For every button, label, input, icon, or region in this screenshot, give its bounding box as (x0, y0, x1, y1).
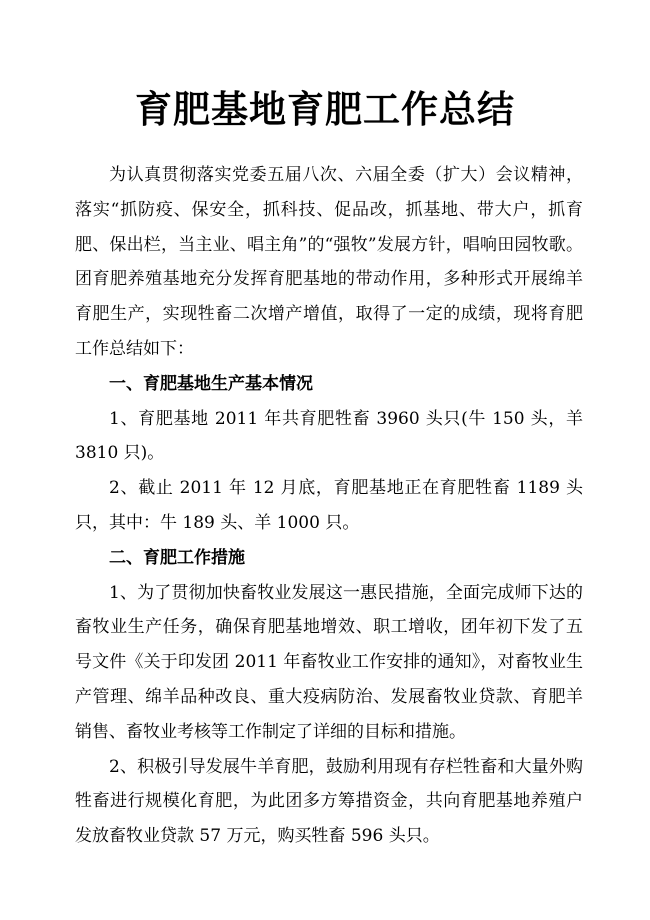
paragraph: 1、为了贯彻加快畜牧业发展这一惠民措施，全面完成师下达的畜牧业生产任务，确保育肥基地增效、职工增收，团年初下发了五号文件《关于印发团 2011 年畜牧业工作安排的通知》，对畜牧业生产管理、绵羊品种改良、重大疫病防治、发展畜牧业贷款、育肥羊销售、畜牧业考核等工作制定了详细的目标和措施。 (75, 582, 583, 742)
paragraph: 1、育肥基地 2011 年共育肥牲畜 3960 头只(牛 150 头，羊 3810 只)。 (75, 408, 583, 464)
intro-paragraph: 为认真贯彻落实党委五届八次、六届全委（扩大）会议精神，落实“抓防疫、保安全，抓科技、促品改，抓基地、带大户，抓育肥、保出栏，当主业、唱主角”的“强牧”发展方针，唱响田园牧歌。团育肥养殖基地充分发挥育肥基地的带动作用，多种形式开展绵羊育肥生产，实现牲畜二次增产增值，取得了一定的成绩，现将育肥工作总结如下： (75, 165, 583, 359)
document-title: 育肥基地育肥工作总结 (135, 88, 515, 131)
section-heading-production: 一、育肥基地生产基本情况 (109, 373, 313, 394)
document-body (75, 158, 583, 854)
paragraph: 2、积极引导发展牛羊育肥，鼓励利用现有存栏牲畜和大量外购牲畜进行规模化育肥，为此团多方筹措资金，共向育肥基地养殖户发放畜牧业贷款 57 万元，购买牲畜 596 头只。 (75, 756, 583, 847)
section-heading-measures: 二、育肥工作措施 (109, 547, 245, 568)
paragraph: 2、截止 2011 年 12 月底，育肥基地正在育肥牲畜 1189 头只，其中：牛 189 头、羊 1000 只。 (75, 478, 583, 533)
